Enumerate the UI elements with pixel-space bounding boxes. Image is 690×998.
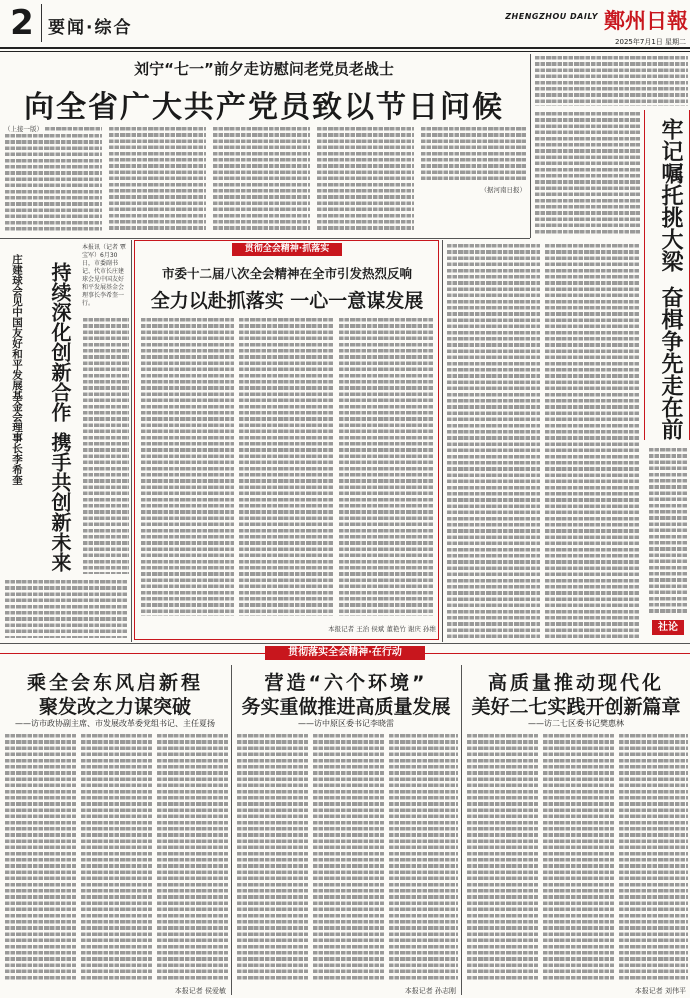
left-opening: 本报讯（记者 覃宝军）6月30日，市委副书记、代市长庄建球会见中国友好和平发展基金会理事长李希奎一行。: [82, 244, 126, 307]
lead-source: （据河南日报）: [480, 186, 526, 194]
article-headline-2: 聚发改之力谋突破: [38, 696, 191, 718]
column-rule: [131, 240, 132, 642]
editorial-headline-2: 奋楫争先走在前: [658, 286, 683, 440]
body-text-block: [544, 244, 640, 640]
body-text-block: [648, 448, 688, 614]
article-subtitle: ——访市政协副主席、市发展改革委党组书记、主任夏扬: [15, 719, 215, 728]
lead-opening: （上接一版）: [4, 125, 43, 133]
body-text-block: [542, 734, 614, 982]
body-text-block: [534, 112, 640, 234]
body-text-block: [4, 580, 128, 638]
center-byline: 本报记者 王治 侯斌 董艳竹 谢庆 孙维: [328, 625, 436, 633]
article-headline-2: 美好二七实践开创新篇章: [471, 696, 681, 718]
section-rule: [0, 643, 690, 644]
body-text-block: [80, 734, 152, 982]
body-text-block: [82, 318, 129, 574]
article-headline-1: 营造“六个环境”: [264, 672, 428, 694]
body-text-block: [4, 134, 102, 232]
date-line: 2025年7月1日 星期二: [615, 38, 686, 46]
left-headline-1: 持续深化创新合作: [48, 262, 72, 422]
body-text-block: [338, 318, 434, 616]
body-text-block: [108, 127, 206, 232]
center-headline: 全力以赴抓落实 一心一意谋发展: [150, 290, 424, 312]
page-number: 2: [3, 4, 42, 42]
body-text-block: [618, 734, 688, 982]
article-headline-1: 高质量推动现代化: [487, 672, 664, 694]
body-text-block: [534, 56, 688, 106]
lead-kicker: 刘宁“七一”前夕走访慰问老党员老战士: [134, 60, 394, 78]
article-byline: 本报记者 侯爱敏: [174, 987, 226, 995]
column-rule: [530, 54, 531, 238]
body-text-block: [466, 734, 538, 982]
body-text-block: [236, 734, 308, 982]
article-subtitle: ——访中原区委书记李晓雷: [298, 719, 394, 728]
body-text-block: [388, 734, 458, 982]
center-kicker: 市委十二届八次全会精神在全市引发热烈反响: [161, 266, 412, 281]
column-rule: [442, 240, 443, 642]
body-text-block: [156, 734, 228, 982]
body-text-block: [420, 127, 526, 183]
article-headline-2: 务实重做推进高质量发展: [241, 696, 451, 718]
body-text-block: [446, 244, 540, 640]
article-byline: 本报记者 刘伟平: [634, 987, 686, 995]
body-text-block: [4, 734, 76, 982]
paper-logo: 鄭州日報: [604, 8, 688, 33]
center-banner: 贯彻全会精神·抓落实: [232, 243, 342, 256]
body-text-block: [212, 127, 310, 232]
article-byline: 本报记者 孙志刚: [404, 987, 456, 995]
section-rule: [442, 238, 530, 239]
article-subtitle: ——访二七区委书记樊惠林: [528, 719, 624, 728]
body-text-block: [312, 734, 384, 982]
masthead-rule-thin: [0, 51, 690, 52]
body-text-block: [44, 127, 102, 132]
editorial-headline-1: 牢记嘱托挑大梁: [658, 118, 683, 272]
masthead-rule: [0, 47, 690, 49]
body-text-block: [140, 318, 234, 616]
bottom-banner: 贯彻落实全会精神·在行动: [265, 646, 425, 660]
body-text-block: [316, 127, 414, 232]
body-text-block: [238, 318, 334, 616]
left-headline-2: 携手共创新未来: [48, 432, 72, 572]
paper-name-english: ZHENGZHOU DAILY: [505, 12, 598, 21]
left-kicker: 庄建球会见中国友好和平发展基金会理事长李希奎: [11, 254, 23, 485]
article-headline-1: 乘全会东风启新程: [26, 672, 203, 694]
lead-headline: 向全省广大共产党员致以节日问候: [24, 90, 504, 125]
editorial-label: 社论: [652, 620, 684, 635]
section-title: 要闻·综合: [48, 18, 133, 38]
